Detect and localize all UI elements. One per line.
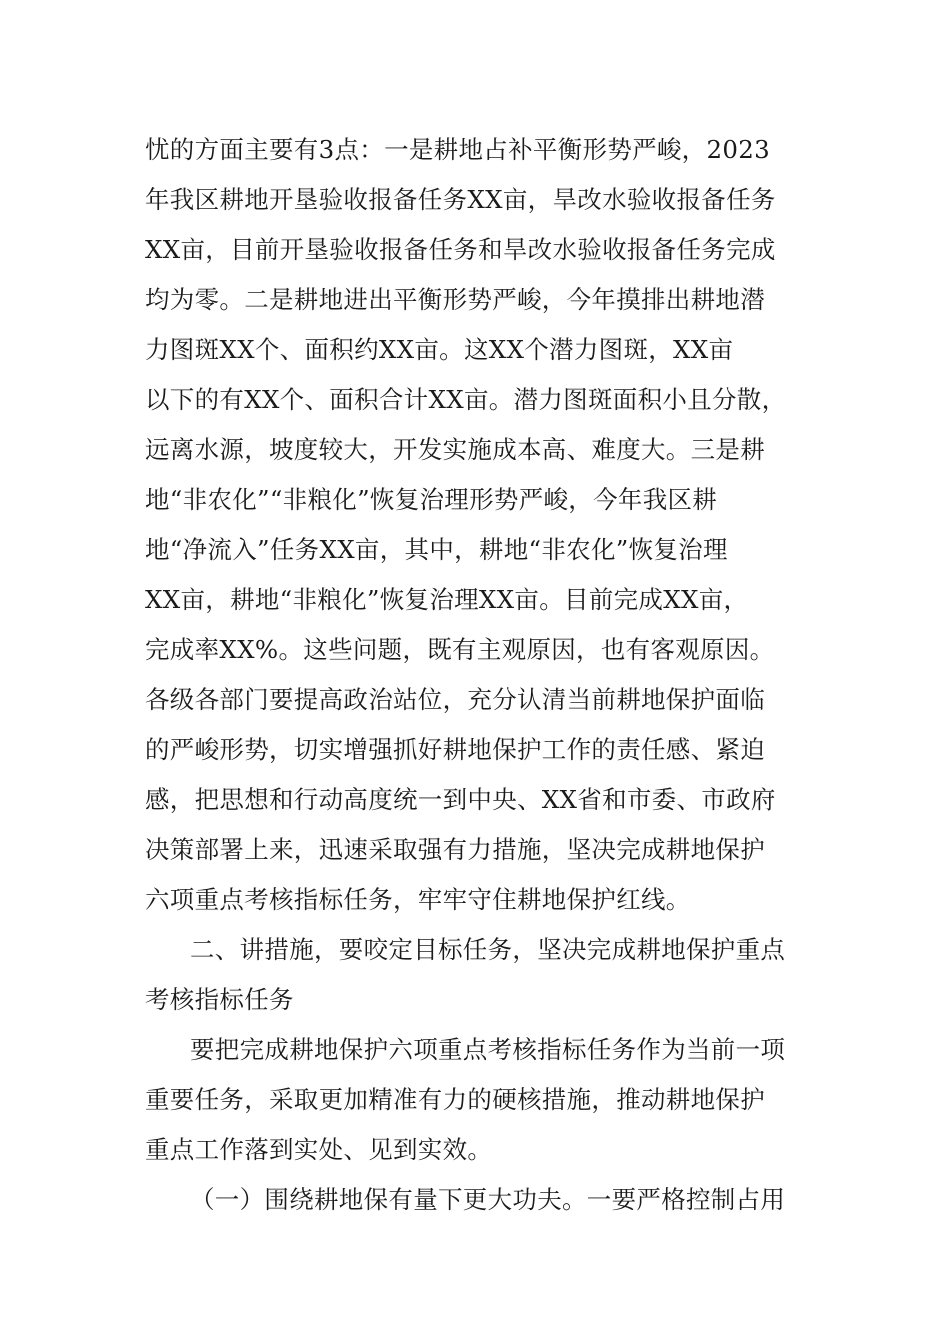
text-line-21: 重点工作落到实处、见到实效。 <box>145 1135 493 1164</box>
section-heading-line-2: 考核指标任务 <box>145 985 294 1014</box>
text-line-6: 以下的有XX个、面积合计XX亩。潜力图斑面积小且分散， <box>145 385 787 414</box>
text-line-2: 年我区耕地开垦验收报备任务XX亩，旱改水验收报备任务 <box>145 185 776 214</box>
text-line-5: 力图斑XX个、面积约XX亩。这XX个潜力图斑，XX亩 <box>145 335 734 364</box>
section-heading-line-1: 二、讲措施，要咬定目标任务，坚决完成耕地保护重点 <box>190 935 786 964</box>
text-line-14: 感，把思想和行动高度统一到中央、XX省和市委、市政府 <box>145 785 776 814</box>
text-line-8: 地“非农化”“非粮化”恢复治理形势严峻，今年我区耕 <box>145 485 718 514</box>
subsection-line-1: （一）围绕耕地保有量下更大功夫。一要严格控制占用 <box>190 1185 786 1214</box>
text-line-3: XX亩，目前开垦验收报备任务和旱改水验收报备任务完成 <box>145 235 776 264</box>
text-line-20: 重要任务，采取更加精准有力的硬核措施，推动耕地保护 <box>145 1085 765 1114</box>
text-line-15: 决策部署上来，迅速采取强有力措施，坚决完成耕地保护 <box>145 835 765 864</box>
text-line-13: 的严峻形势，切实增强抓好耕地保护工作的责任感、紧迫 <box>145 735 765 764</box>
text-line-1: 忧的方面主要有3点：一是耕地占补平衡形势严峻，2023 <box>145 135 771 164</box>
text-line-11: 完成率XX%。这些问题，既有主观原因，也有客观原因。 <box>145 635 775 664</box>
text-line-9: 地“净流入”任务XX亩，其中，耕地“非农化”恢复治理 <box>145 535 728 564</box>
text-line-7: 远离水源，坡度较大，开发实施成本高、难度大。三是耕 <box>145 435 765 464</box>
text-line-4: 均为零。二是耕地进出平衡形势严峻，今年摸排出耕地潜 <box>145 285 765 314</box>
text-line-19: 要把完成耕地保护六项重点考核指标任务作为当前一项 <box>190 1035 786 1064</box>
text-line-16: 六项重点考核指标任务，牢牢守住耕地保护红线。 <box>145 885 691 914</box>
text-line-12: 各级各部门要提高政治站位，充分认清当前耕地保护面临 <box>145 685 765 714</box>
text-line-10: XX亩，耕地“非粮化”恢复治理XX亩。目前完成XX亩， <box>145 585 749 614</box>
